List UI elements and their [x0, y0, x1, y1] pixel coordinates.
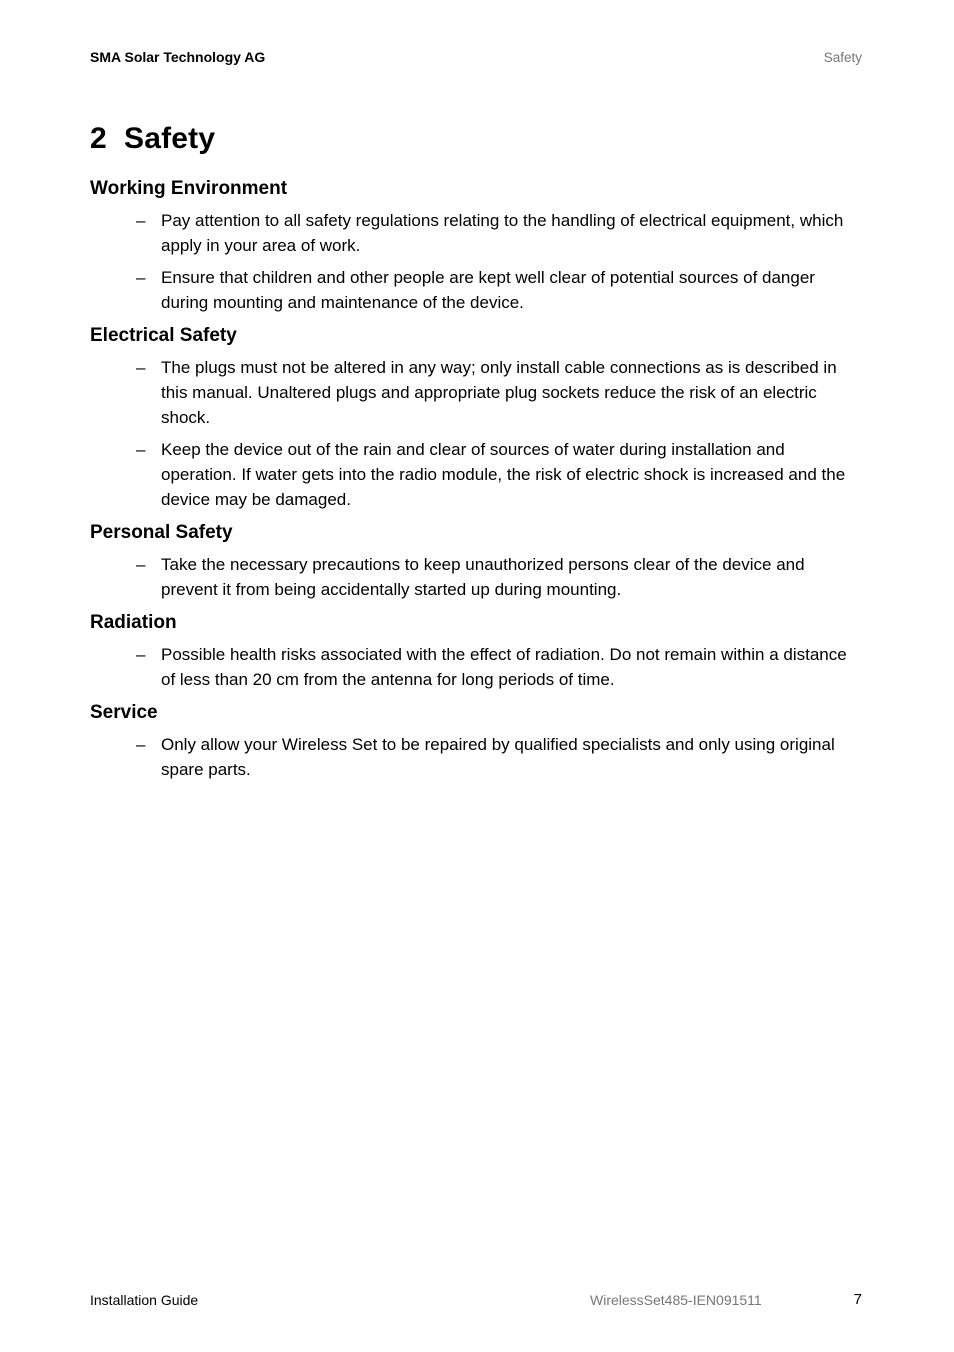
chapter-title-text: Safety — [124, 122, 216, 155]
bullet-list — [90, 642, 862, 692]
section-personal-safety — [90, 520, 862, 602]
section-heading: Service — [90, 702, 158, 723]
list-item-text: Ensure that children and other people are kept well clear of potential sources of danger during mounting and maintenance of the device. — [161, 268, 815, 312]
footer-doc-id: WirelessSet485-IEN091511 — [590, 1292, 762, 1308]
page-content — [90, 176, 862, 790]
bullet-dash: – — [136, 358, 146, 377]
header-company: SMA Solar Technology AG — [90, 49, 266, 65]
chapter-title — [90, 122, 215, 156]
list-item-text: Pay attention to all safety regulations relating to the handling of electrical equipment, which apply in your area of work. — [161, 211, 844, 255]
list-item — [90, 265, 862, 315]
page-number: 7 — [853, 1291, 862, 1308]
bullet-dash: – — [136, 211, 146, 230]
bullet-list — [90, 355, 862, 512]
bullet-dash: – — [136, 268, 146, 287]
bullet-list — [90, 552, 862, 602]
bullet-dash: – — [136, 735, 146, 754]
list-item-text: Possible health risks associated with the effect of radiation. Do not remain within a distance of less than 20 cm from the antenna for long periods of time. — [161, 645, 847, 689]
list-item — [90, 437, 862, 512]
footer-guide: Installation Guide — [90, 1292, 199, 1308]
bullet-dash: – — [136, 555, 146, 574]
section-radiation — [90, 610, 862, 692]
section-service — [90, 700, 862, 782]
bullet-dash: – — [136, 645, 146, 664]
list-item-text: The plugs must not be altered in any way; only install cable connections as is described in this manual. Unaltered plugs and appropriate plug sockets reduce the risk of an electric shock. — [161, 358, 837, 427]
section-heading: Electrical Safety — [90, 325, 237, 346]
list-item — [90, 552, 862, 602]
list-item — [90, 642, 862, 692]
list-item-text: Only allow your Wireless Set to be repaired by qualified specialists and only using original spare parts. — [161, 735, 835, 779]
chapter-number: 2 — [90, 122, 107, 155]
section-electrical-safety — [90, 323, 862, 512]
bullet-list — [90, 732, 862, 782]
section-heading: Radiation — [90, 612, 177, 633]
list-item — [90, 732, 862, 782]
list-item-text: Keep the device out of the rain and clear of sources of water during installation and operation. If water gets into the radio module, the risk of electric shock is increased and the device may be damaged. — [161, 440, 846, 509]
header-section: Safety — [823, 50, 862, 65]
section-heading: Personal Safety — [90, 522, 233, 543]
list-item — [90, 208, 862, 258]
bullet-dash: – — [136, 440, 146, 459]
section-heading: Working Environment — [90, 178, 288, 199]
list-item — [90, 355, 862, 430]
bullet-list — [90, 208, 862, 315]
list-item-text: Take the necessary precautions to keep unauthorized persons clear of the device and prevent it from being accidentally started up during mounting. — [161, 555, 805, 599]
section-working-environment — [90, 176, 862, 315]
